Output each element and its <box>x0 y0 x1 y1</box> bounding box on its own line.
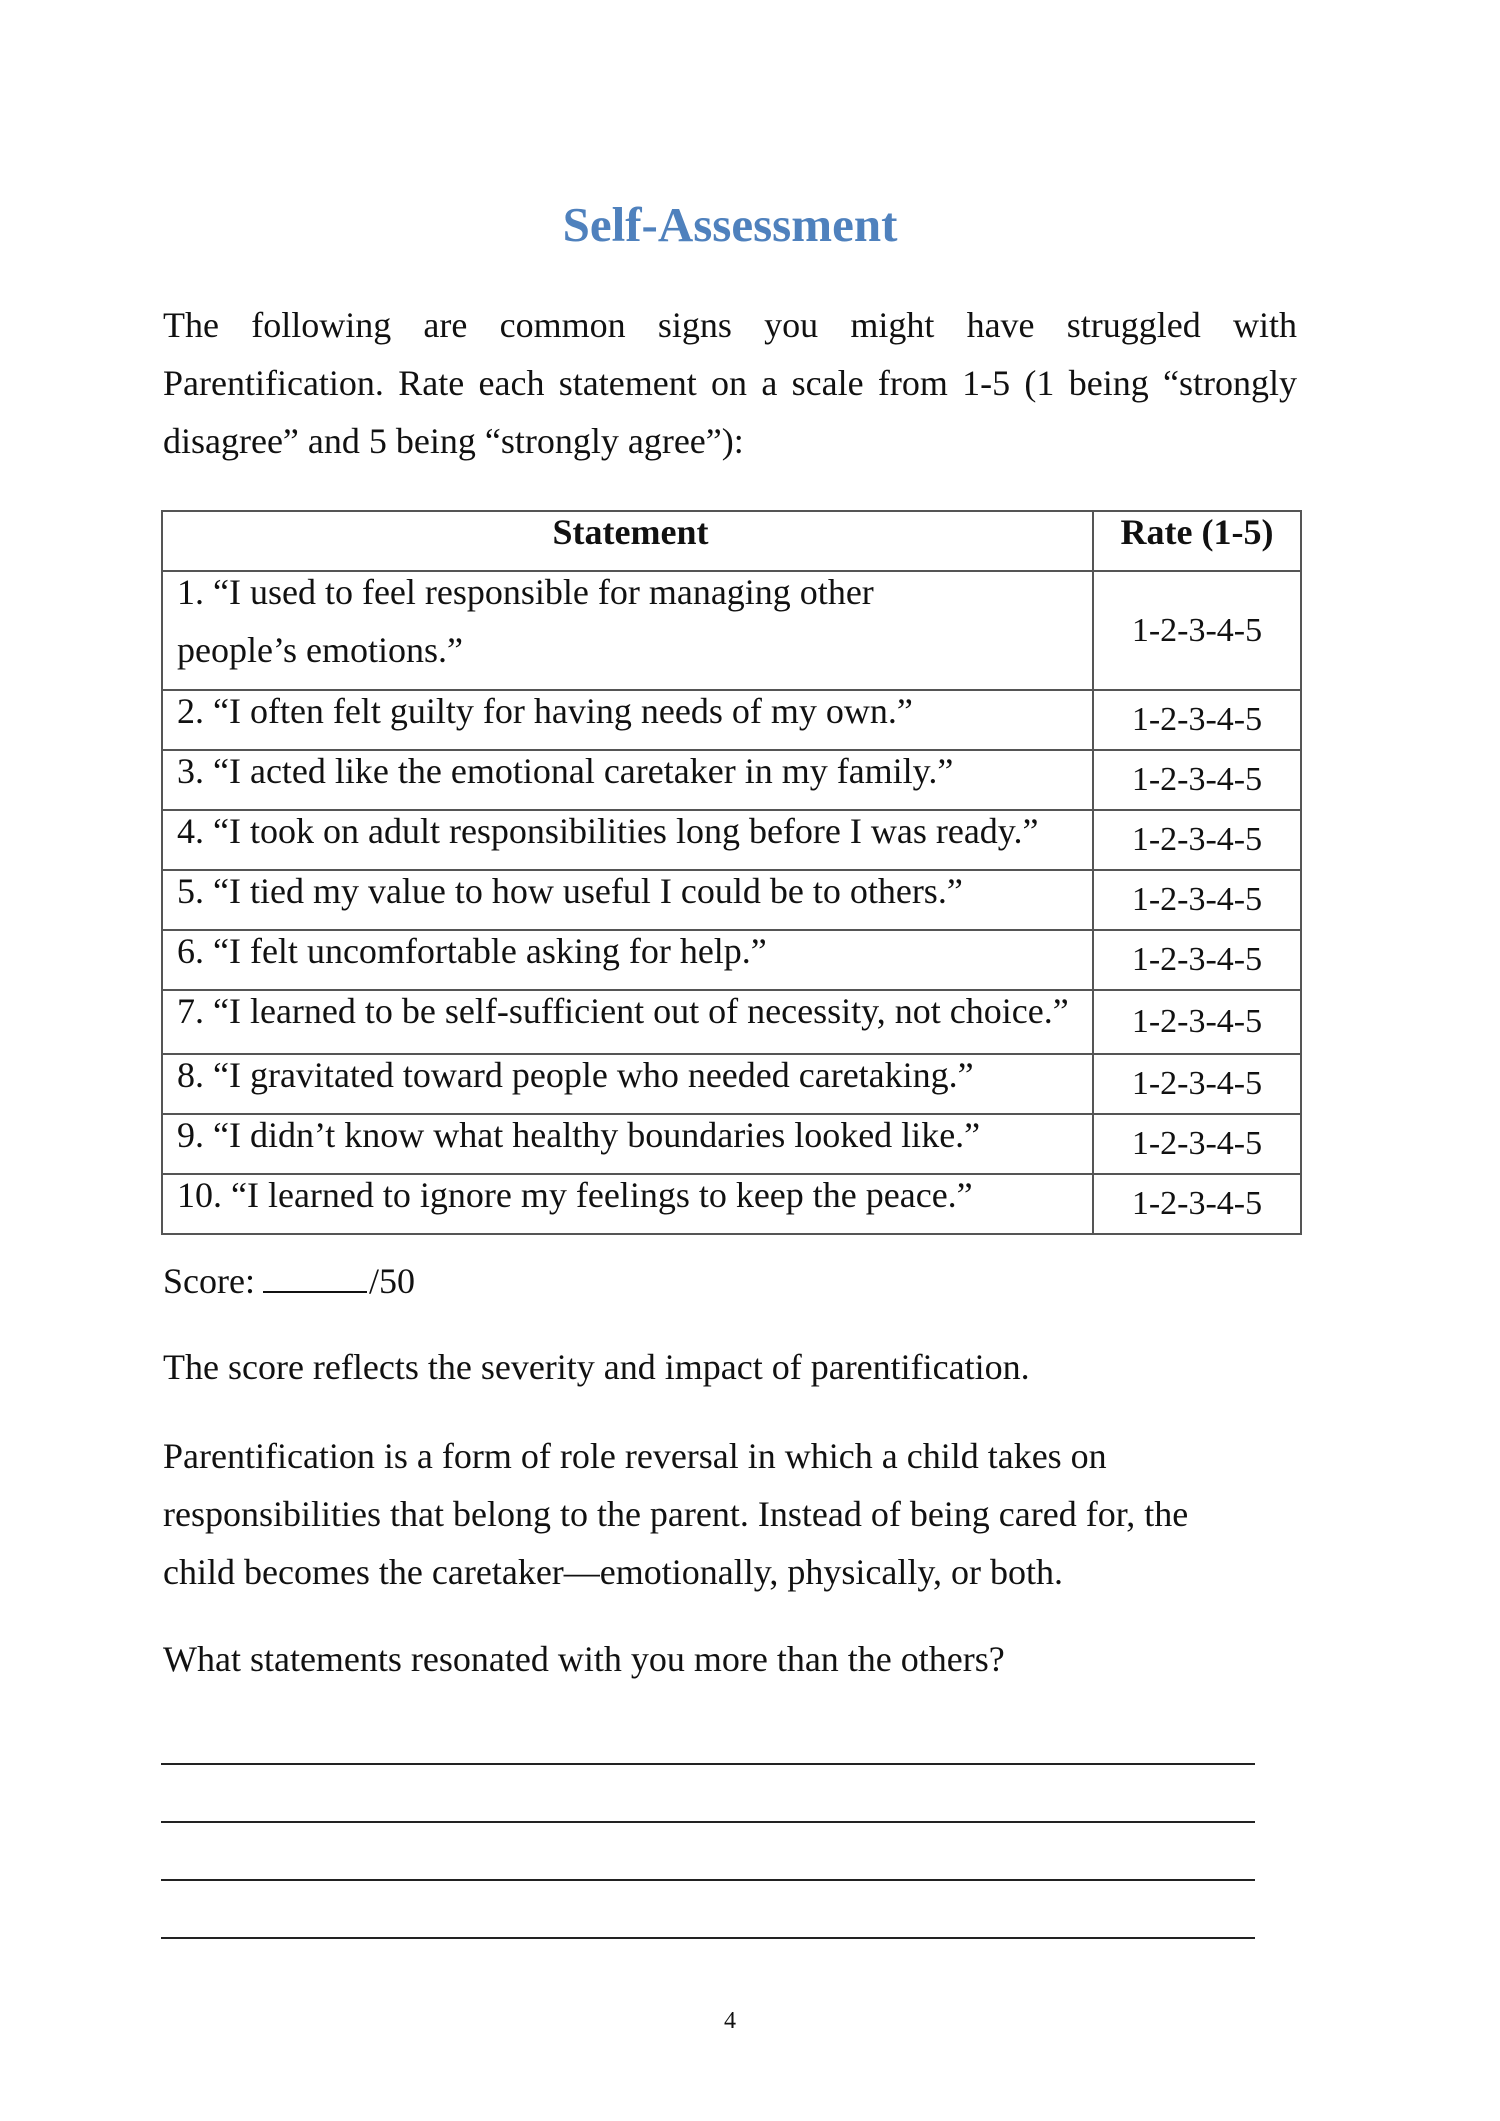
score-input-blank[interactable] <box>263 1261 367 1293</box>
definition-paragraph: Parentification is a form of role reversal in which a child takes on responsibilities that belong to the parent. Instead of being cared for, the child becomes the caretaker—emotionally, physically, or both. <box>163 1436 1189 1592</box>
rate-scale-cell[interactable]: 1-2-3-4-5 <box>1093 810 1301 870</box>
table-row <box>162 1054 1301 1114</box>
table-header-row <box>162 511 1301 571</box>
rate-scale-cell[interactable]: 1-2-3-4-5 <box>1093 1114 1301 1174</box>
table-row <box>162 990 1301 1054</box>
statement-cell: 10. “I learned to ignore my feelings to keep the peace.” <box>162 1174 1093 1234</box>
answer-line[interactable] <box>161 1879 1255 1881</box>
score-total: /50 <box>368 1261 415 1301</box>
table-row <box>162 690 1301 750</box>
rate-scale-cell[interactable]: 1-2-3-4-5 <box>1093 1054 1301 1114</box>
statement-cell: 5. “I tied my value to how useful I could be to others.” <box>162 870 1093 930</box>
table-row <box>162 870 1301 930</box>
reflection-question: What statements resonated with you more than the others? <box>163 1639 1005 1679</box>
statement-cell: 2. “I often felt guilty for having needs of my own.” <box>162 690 1093 750</box>
intro-paragraph: The following are common signs you might have struggled with Parentification. Rate each statement on a scale from 1-5 (1 being “strongly disagree” and 5 being “strongly agree”): <box>163 305 1297 461</box>
table-row <box>162 810 1301 870</box>
statement-cell: 4. “I took on adult responsibilities long before I was ready.” <box>162 810 1093 870</box>
table-row <box>162 1174 1301 1234</box>
answer-line[interactable] <box>161 1821 1255 1823</box>
rate-scale-cell[interactable]: 1-2-3-4-5 <box>1093 990 1301 1054</box>
page-number: 4 <box>724 2008 736 2034</box>
self-assessment-table <box>161 510 1302 1235</box>
score-label: Score: <box>163 1261 255 1301</box>
rate-scale-cell[interactable]: 1-2-3-4-5 <box>1093 750 1301 810</box>
table-row <box>162 571 1301 690</box>
answer-line[interactable] <box>161 1937 1255 1939</box>
table-row <box>162 930 1301 990</box>
statement-column-header: Statement <box>162 511 1093 571</box>
rate-column-header: Rate (1-5) <box>1093 511 1301 571</box>
statement-cell: 3. “I acted like the emotional caretaker in my family.” <box>162 750 1093 810</box>
rate-scale-cell[interactable]: 1-2-3-4-5 <box>1093 690 1301 750</box>
score-line <box>163 1252 1297 1310</box>
rate-scale-cell[interactable]: 1-2-3-4-5 <box>1093 1174 1301 1234</box>
table-row <box>162 750 1301 810</box>
table-row <box>162 1114 1301 1174</box>
statement-cell: 7. “I learned to be self-sufficient out of necessity, not choice.” <box>162 990 1093 1054</box>
rate-scale-cell[interactable]: 1-2-3-4-5 <box>1093 870 1301 930</box>
page-title: Self-Assessment <box>562 197 898 252</box>
rate-scale-cell[interactable]: 1-2-3-4-5 <box>1093 930 1301 990</box>
statement-cell: 9. “I didn’t know what healthy boundaries looked like.” <box>162 1114 1093 1174</box>
rate-scale-cell[interactable]: 1-2-3-4-5 <box>1093 571 1301 690</box>
statement-cell: 8. “I gravitated toward people who needed caretaking.” <box>162 1054 1093 1114</box>
score-note: The score reflects the severity and impact of parentification. <box>163 1347 1030 1387</box>
statement-cell: 6. “I felt uncomfortable asking for help.” <box>162 930 1093 990</box>
answer-line[interactable] <box>161 1763 1255 1765</box>
statement-cell: 1. “I used to feel responsible for managing other people’s emotions.” <box>162 571 1093 690</box>
